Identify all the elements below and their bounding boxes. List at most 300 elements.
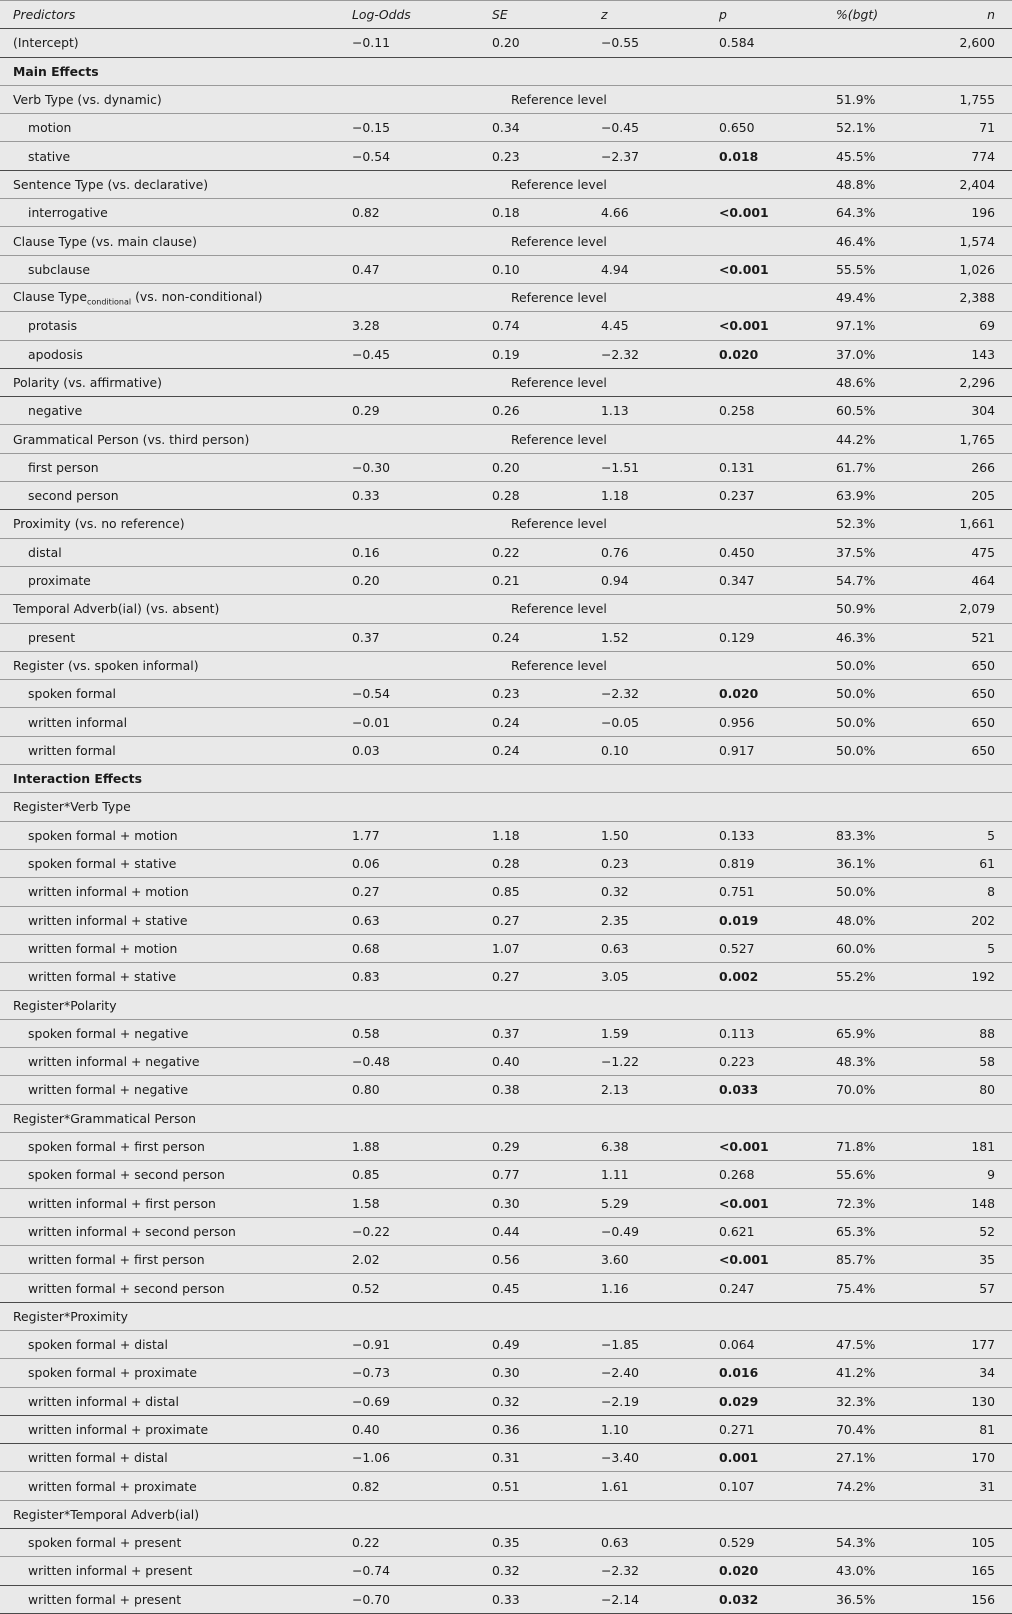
- predictor-label: spoken formal: [0, 680, 338, 708]
- cell-pct: 50.0%: [830, 680, 932, 708]
- cell-se: 0.44: [478, 1217, 588, 1245]
- predictor-row: [0, 1217, 1012, 1245]
- cell-z: −2.32: [588, 340, 706, 368]
- predictor-row: [0, 199, 1012, 227]
- cell-p: 0.001: [706, 1444, 830, 1472]
- cell-log-odds: −0.73: [338, 1359, 478, 1387]
- cell-pct: 32.3%: [830, 1387, 932, 1415]
- cell-z: 4.94: [588, 255, 706, 283]
- header-log-odds: Log-Odds: [338, 1, 478, 29]
- predictor-row: [0, 1387, 1012, 1415]
- cell-n: 181: [932, 1132, 1012, 1160]
- predictor-row: [0, 255, 1012, 283]
- cell-z: 1.10: [588, 1415, 706, 1443]
- predictor-row: [0, 1359, 1012, 1387]
- cell-z: −0.05: [588, 708, 706, 736]
- cell-p: 0.650: [706, 114, 830, 142]
- cell-log-odds: 0.68: [338, 934, 478, 962]
- cell-se: 1.18: [478, 821, 588, 849]
- cell-se: 0.56: [478, 1246, 588, 1274]
- cell-log-odds: 0.16: [338, 538, 478, 566]
- cell-log-odds: −0.15: [338, 114, 478, 142]
- reference-row: [0, 227, 1012, 255]
- group-label: Register*Verb Type: [0, 793, 1012, 821]
- cell-z: 6.38: [588, 1132, 706, 1160]
- predictor-label: interrogative: [0, 199, 338, 227]
- predictor-label: Proximity (vs. no reference): [0, 510, 338, 538]
- predictor-row: [0, 1189, 1012, 1217]
- cell-n: 1,574: [932, 227, 1012, 255]
- cell-p: 0.129: [706, 623, 830, 651]
- cell-n: 143: [932, 340, 1012, 368]
- predictor-row: [0, 1444, 1012, 1472]
- cell-se: 0.40: [478, 1047, 588, 1075]
- cell-se: 0.51: [478, 1472, 588, 1500]
- group-row: [0, 793, 1012, 821]
- predictor-row: [0, 963, 1012, 991]
- predictor-label: written informal + negative: [0, 1047, 338, 1075]
- cell-z: −1.85: [588, 1330, 706, 1358]
- cell-log-odds: 0.80: [338, 1076, 478, 1104]
- cell-n: 650: [932, 736, 1012, 764]
- cell-log-odds: 0.82: [338, 1472, 478, 1500]
- cell-log-odds: [338, 595, 478, 623]
- cell-n: 1,661: [932, 510, 1012, 538]
- group-label: Register*Temporal Adverb(ial): [0, 1500, 1012, 1528]
- predictor-label: subclause: [0, 255, 338, 283]
- reference-row: [0, 368, 1012, 396]
- cell-pct: 74.2%: [830, 1472, 932, 1500]
- cell-n: 58: [932, 1047, 1012, 1075]
- predictor-label: spoken formal + distal: [0, 1330, 338, 1358]
- cell-p: 0.258: [706, 397, 830, 425]
- predictor-label: proximate: [0, 566, 338, 594]
- cell-z: 0.76: [588, 538, 706, 566]
- predictor-label: Grammatical Person (vs. third person): [0, 425, 338, 453]
- intercept-log-odds: −0.11: [338, 29, 478, 57]
- header-n: n: [932, 1, 1012, 29]
- predictor-label: Register (vs. spoken informal): [0, 651, 338, 679]
- intercept-n: 2,600: [932, 29, 1012, 57]
- cell-pct: 37.0%: [830, 340, 932, 368]
- cell-se: 0.30: [478, 1359, 588, 1387]
- predictor-row: [0, 1557, 1012, 1585]
- reference-level-label: Reference level: [478, 368, 830, 396]
- reference-level-label: Reference level: [478, 170, 830, 198]
- intercept-se: 0.20: [478, 29, 588, 57]
- cell-n: 192: [932, 963, 1012, 991]
- cell-p: 0.018: [706, 142, 830, 170]
- cell-z: −2.32: [588, 1557, 706, 1585]
- cell-p: <0.001: [706, 199, 830, 227]
- section-heading: Main Effects: [0, 57, 1012, 85]
- cell-n: 2,296: [932, 368, 1012, 396]
- cell-pct: 48.8%: [830, 170, 932, 198]
- predictor-row: [0, 708, 1012, 736]
- reference-level-label: Reference level: [478, 510, 830, 538]
- cell-se: 0.45: [478, 1274, 588, 1302]
- predictor-label-rest: (vs. non-conditional): [131, 288, 263, 304]
- predictor-label: stative: [0, 142, 338, 170]
- predictor-label-subscript: conditional: [87, 297, 132, 307]
- cell-z: 0.63: [588, 1529, 706, 1557]
- cell-z: 0.63: [588, 934, 706, 962]
- cell-z: 1.11: [588, 1161, 706, 1189]
- cell-p: 0.223: [706, 1047, 830, 1075]
- cell-p: 0.020: [706, 680, 830, 708]
- cell-z: −1.51: [588, 453, 706, 481]
- cell-n: 34: [932, 1359, 1012, 1387]
- cell-se: 0.24: [478, 736, 588, 764]
- cell-n: 650: [932, 680, 1012, 708]
- predictor-row: [0, 566, 1012, 594]
- cell-log-odds: [338, 85, 478, 113]
- cell-log-odds: −0.22: [338, 1217, 478, 1245]
- reference-row: [0, 595, 1012, 623]
- cell-pct: 36.5%: [830, 1585, 932, 1613]
- cell-se: 0.23: [478, 680, 588, 708]
- cell-z: −0.49: [588, 1217, 706, 1245]
- cell-p: 0.113: [706, 1019, 830, 1047]
- header-pct: %(bgt): [830, 1, 932, 29]
- cell-n: 5: [932, 821, 1012, 849]
- predictor-label: apodosis: [0, 340, 338, 368]
- cell-pct: 48.3%: [830, 1047, 932, 1075]
- cell-p: 0.131: [706, 453, 830, 481]
- cell-p: 0.133: [706, 821, 830, 849]
- cell-n: 774: [932, 142, 1012, 170]
- cell-se: 0.38: [478, 1076, 588, 1104]
- cell-n: 8: [932, 878, 1012, 906]
- intercept-z: −0.55: [588, 29, 706, 57]
- predictor-row: [0, 1415, 1012, 1443]
- cell-n: 105: [932, 1529, 1012, 1557]
- cell-z: 1.50: [588, 821, 706, 849]
- predictor-label: spoken formal + motion: [0, 821, 338, 849]
- reference-row: [0, 170, 1012, 198]
- predictor-label: motion: [0, 114, 338, 142]
- section-heading: Interaction Effects: [0, 765, 1012, 793]
- cell-se: 0.27: [478, 906, 588, 934]
- cell-p: 0.107: [706, 1472, 830, 1500]
- cell-n: 196: [932, 199, 1012, 227]
- predictor-row: [0, 538, 1012, 566]
- predictor-label: written formal + present: [0, 1585, 338, 1613]
- predictor-label: spoken formal + second person: [0, 1161, 338, 1189]
- cell-log-odds: 0.37: [338, 623, 478, 651]
- cell-n: 9: [932, 1161, 1012, 1189]
- cell-pct: 70.0%: [830, 1076, 932, 1104]
- cell-p: 0.529: [706, 1529, 830, 1557]
- predictor-row: [0, 1585, 1012, 1613]
- cell-n: 52: [932, 1217, 1012, 1245]
- cell-pct: 50.0%: [830, 708, 932, 736]
- cell-se: 0.18: [478, 199, 588, 227]
- cell-pct: 65.9%: [830, 1019, 932, 1047]
- group-row: [0, 991, 1012, 1019]
- reference-level-label: Reference level: [478, 85, 830, 113]
- cell-n: 650: [932, 708, 1012, 736]
- group-row: [0, 1302, 1012, 1330]
- cell-log-odds: −0.54: [338, 142, 478, 170]
- cell-pct: 43.0%: [830, 1557, 932, 1585]
- cell-p: 0.019: [706, 906, 830, 934]
- cell-p: 0.033: [706, 1076, 830, 1104]
- intercept-pct: [830, 29, 932, 57]
- cell-p: 0.029: [706, 1387, 830, 1415]
- reference-level-label: Reference level: [478, 227, 830, 255]
- cell-se: 0.74: [478, 312, 588, 340]
- cell-se: 0.29: [478, 1132, 588, 1160]
- cell-z: −2.37: [588, 142, 706, 170]
- predictor-label: Temporal Adverb(ial) (vs. absent): [0, 595, 338, 623]
- cell-p: 0.020: [706, 340, 830, 368]
- cell-se: 0.30: [478, 1189, 588, 1217]
- header-z: z: [588, 1, 706, 29]
- cell-pct: 71.8%: [830, 1132, 932, 1160]
- cell-se: 0.32: [478, 1387, 588, 1415]
- cell-log-odds: −0.30: [338, 453, 478, 481]
- cell-pct: 52.1%: [830, 114, 932, 142]
- predictor-row: [0, 142, 1012, 170]
- cell-log-odds: −0.74: [338, 1557, 478, 1585]
- predictor-label: second person: [0, 482, 338, 510]
- predictor-row: [0, 736, 1012, 764]
- cell-log-odds: 1.88: [338, 1132, 478, 1160]
- cell-pct: 48.6%: [830, 368, 932, 396]
- cell-se: 0.34: [478, 114, 588, 142]
- predictor-label: first person: [0, 453, 338, 481]
- cell-pct: 55.6%: [830, 1161, 932, 1189]
- cell-log-odds: −1.06: [338, 1444, 478, 1472]
- predictor-label: written formal + first person: [0, 1246, 338, 1274]
- cell-z: 2.35: [588, 906, 706, 934]
- cell-pct: 41.2%: [830, 1359, 932, 1387]
- reference-row: [0, 651, 1012, 679]
- predictor-label: spoken formal + proximate: [0, 1359, 338, 1387]
- predictor-label: written formal: [0, 736, 338, 764]
- cell-p: <0.001: [706, 1246, 830, 1274]
- cell-se: 0.26: [478, 397, 588, 425]
- cell-se: 0.36: [478, 1415, 588, 1443]
- cell-pct: 72.3%: [830, 1189, 932, 1217]
- cell-z: 0.10: [588, 736, 706, 764]
- cell-n: 165: [932, 1557, 1012, 1585]
- cell-z: −1.22: [588, 1047, 706, 1075]
- cell-log-odds: 0.58: [338, 1019, 478, 1047]
- cell-pct: 51.9%: [830, 85, 932, 113]
- cell-se: 0.24: [478, 623, 588, 651]
- cell-n: 80: [932, 1076, 1012, 1104]
- cell-z: 1.16: [588, 1274, 706, 1302]
- cell-n: 69: [932, 312, 1012, 340]
- cell-se: 0.33: [478, 1585, 588, 1613]
- cell-n: 177: [932, 1330, 1012, 1358]
- cell-p: 0.751: [706, 878, 830, 906]
- group-label: Register*Grammatical Person: [0, 1104, 1012, 1132]
- cell-p: 0.917: [706, 736, 830, 764]
- cell-p: 0.016: [706, 1359, 830, 1387]
- cell-pct: 83.3%: [830, 821, 932, 849]
- cell-z: −0.45: [588, 114, 706, 142]
- cell-log-odds: 0.52: [338, 1274, 478, 1302]
- predictor-label: written informal + distal: [0, 1387, 338, 1415]
- cell-se: 0.28: [478, 482, 588, 510]
- cell-se: 0.37: [478, 1019, 588, 1047]
- predictor-label: written informal + first person: [0, 1189, 338, 1217]
- cell-p: 0.450: [706, 538, 830, 566]
- predictor-row: [0, 1246, 1012, 1274]
- cell-n: 57: [932, 1274, 1012, 1302]
- predictor-label: written informal + motion: [0, 878, 338, 906]
- predictor-row: [0, 114, 1012, 142]
- predictor-row: [0, 1472, 1012, 1500]
- cell-n: 475: [932, 538, 1012, 566]
- header-se: SE: [478, 1, 588, 29]
- cell-z: 3.60: [588, 1246, 706, 1274]
- cell-pct: 36.1%: [830, 849, 932, 877]
- predictor-row: [0, 1019, 1012, 1047]
- predictor-row: [0, 453, 1012, 481]
- cell-pct: 63.9%: [830, 482, 932, 510]
- cell-p: 0.271: [706, 1415, 830, 1443]
- cell-z: −2.32: [588, 680, 706, 708]
- cell-n: 266: [932, 453, 1012, 481]
- cell-pct: 27.1%: [830, 1444, 932, 1472]
- cell-log-odds: [338, 651, 478, 679]
- cell-pct: 55.2%: [830, 963, 932, 991]
- cell-pct: 44.2%: [830, 425, 932, 453]
- cell-n: 156: [932, 1585, 1012, 1613]
- cell-z: 3.05: [588, 963, 706, 991]
- cell-log-odds: [338, 368, 478, 396]
- cell-z: 1.52: [588, 623, 706, 651]
- cell-log-odds: −0.69: [338, 1387, 478, 1415]
- cell-n: 5: [932, 934, 1012, 962]
- cell-se: 1.07: [478, 934, 588, 962]
- predictor-label: Clause Type (vs. main clause): [0, 227, 338, 255]
- cell-pct: 60.5%: [830, 397, 932, 425]
- cell-p: 0.819: [706, 849, 830, 877]
- section-heading-row: [0, 57, 1012, 85]
- cell-z: 4.66: [588, 199, 706, 227]
- cell-n: 31: [932, 1472, 1012, 1500]
- predictor-row: [0, 1076, 1012, 1104]
- predictor-label: written informal + proximate: [0, 1415, 338, 1443]
- cell-pct: 97.1%: [830, 312, 932, 340]
- predictor-label: Sentence Type (vs. declarative): [0, 170, 338, 198]
- group-label: Register*Proximity: [0, 1302, 1012, 1330]
- predictor-label: present: [0, 623, 338, 651]
- reference-level-label: Reference level: [478, 283, 830, 311]
- header-predictors: Predictors: [0, 1, 338, 29]
- cell-log-odds: 0.20: [338, 566, 478, 594]
- cell-se: 0.77: [478, 1161, 588, 1189]
- cell-pct: 54.7%: [830, 566, 932, 594]
- predictor-row: [0, 849, 1012, 877]
- section-heading-row: [0, 765, 1012, 793]
- cell-se: 0.49: [478, 1330, 588, 1358]
- cell-se: 0.20: [478, 453, 588, 481]
- cell-se: 0.32: [478, 1557, 588, 1585]
- cell-n: 170: [932, 1444, 1012, 1472]
- cell-pct: 50.9%: [830, 595, 932, 623]
- cell-pct: 46.3%: [830, 623, 932, 651]
- cell-log-odds: [338, 170, 478, 198]
- cell-log-odds: 0.85: [338, 1161, 478, 1189]
- cell-pct: 52.3%: [830, 510, 932, 538]
- cell-p: <0.001: [706, 312, 830, 340]
- predictor-row: [0, 340, 1012, 368]
- predictor-label: written informal: [0, 708, 338, 736]
- cell-se: 0.23: [478, 142, 588, 170]
- predictor-label: written informal + present: [0, 1557, 338, 1585]
- cell-pct: 47.5%: [830, 1330, 932, 1358]
- predictor-label: written formal + second person: [0, 1274, 338, 1302]
- predictor-label: spoken formal + negative: [0, 1019, 338, 1047]
- predictor-label: spoken formal + first person: [0, 1132, 338, 1160]
- cell-p: <0.001: [706, 1132, 830, 1160]
- cell-z: −2.40: [588, 1359, 706, 1387]
- cell-log-odds: 0.63: [338, 906, 478, 934]
- group-row: [0, 1104, 1012, 1132]
- cell-pct: 46.4%: [830, 227, 932, 255]
- cell-p: 0.347: [706, 566, 830, 594]
- cell-z: 1.18: [588, 482, 706, 510]
- cell-p: 0.064: [706, 1330, 830, 1358]
- predictor-label: spoken formal + stative: [0, 849, 338, 877]
- cell-z: 1.61: [588, 1472, 706, 1500]
- cell-p: 0.002: [706, 963, 830, 991]
- cell-z: 1.59: [588, 1019, 706, 1047]
- predictor-row: [0, 312, 1012, 340]
- predictor-label: written formal + stative: [0, 963, 338, 991]
- cell-se: 0.21: [478, 566, 588, 594]
- cell-log-odds: −0.54: [338, 680, 478, 708]
- cell-pct: 48.0%: [830, 906, 932, 934]
- cell-n: 202: [932, 906, 1012, 934]
- cell-log-odds: −0.70: [338, 1585, 478, 1613]
- cell-z: 4.45: [588, 312, 706, 340]
- cell-n: 88: [932, 1019, 1012, 1047]
- cell-pct: 60.0%: [830, 934, 932, 962]
- cell-pct: 75.4%: [830, 1274, 932, 1302]
- cell-log-odds: 2.02: [338, 1246, 478, 1274]
- predictor-row: [0, 878, 1012, 906]
- predictor-row: [0, 397, 1012, 425]
- cell-n: 2,388: [932, 283, 1012, 311]
- predictor-row: [0, 934, 1012, 962]
- cell-pct: 55.5%: [830, 255, 932, 283]
- predictor-label: written formal + proximate: [0, 1472, 338, 1500]
- cell-n: 205: [932, 482, 1012, 510]
- predictor-label: protasis: [0, 312, 338, 340]
- reference-level-label: Reference level: [478, 651, 830, 679]
- cell-n: 2,404: [932, 170, 1012, 198]
- cell-log-odds: 0.29: [338, 397, 478, 425]
- cell-pct: 61.7%: [830, 453, 932, 481]
- cell-pct: 64.3%: [830, 199, 932, 227]
- cell-p: 0.032: [706, 1585, 830, 1613]
- cell-pct: 54.3%: [830, 1529, 932, 1557]
- cell-n: 521: [932, 623, 1012, 651]
- predictor-row: [0, 1161, 1012, 1189]
- predictor-row: [0, 1330, 1012, 1358]
- predictor-row: [0, 680, 1012, 708]
- cell-n: 464: [932, 566, 1012, 594]
- cell-z: −2.14: [588, 1585, 706, 1613]
- cell-pct: 45.5%: [830, 142, 932, 170]
